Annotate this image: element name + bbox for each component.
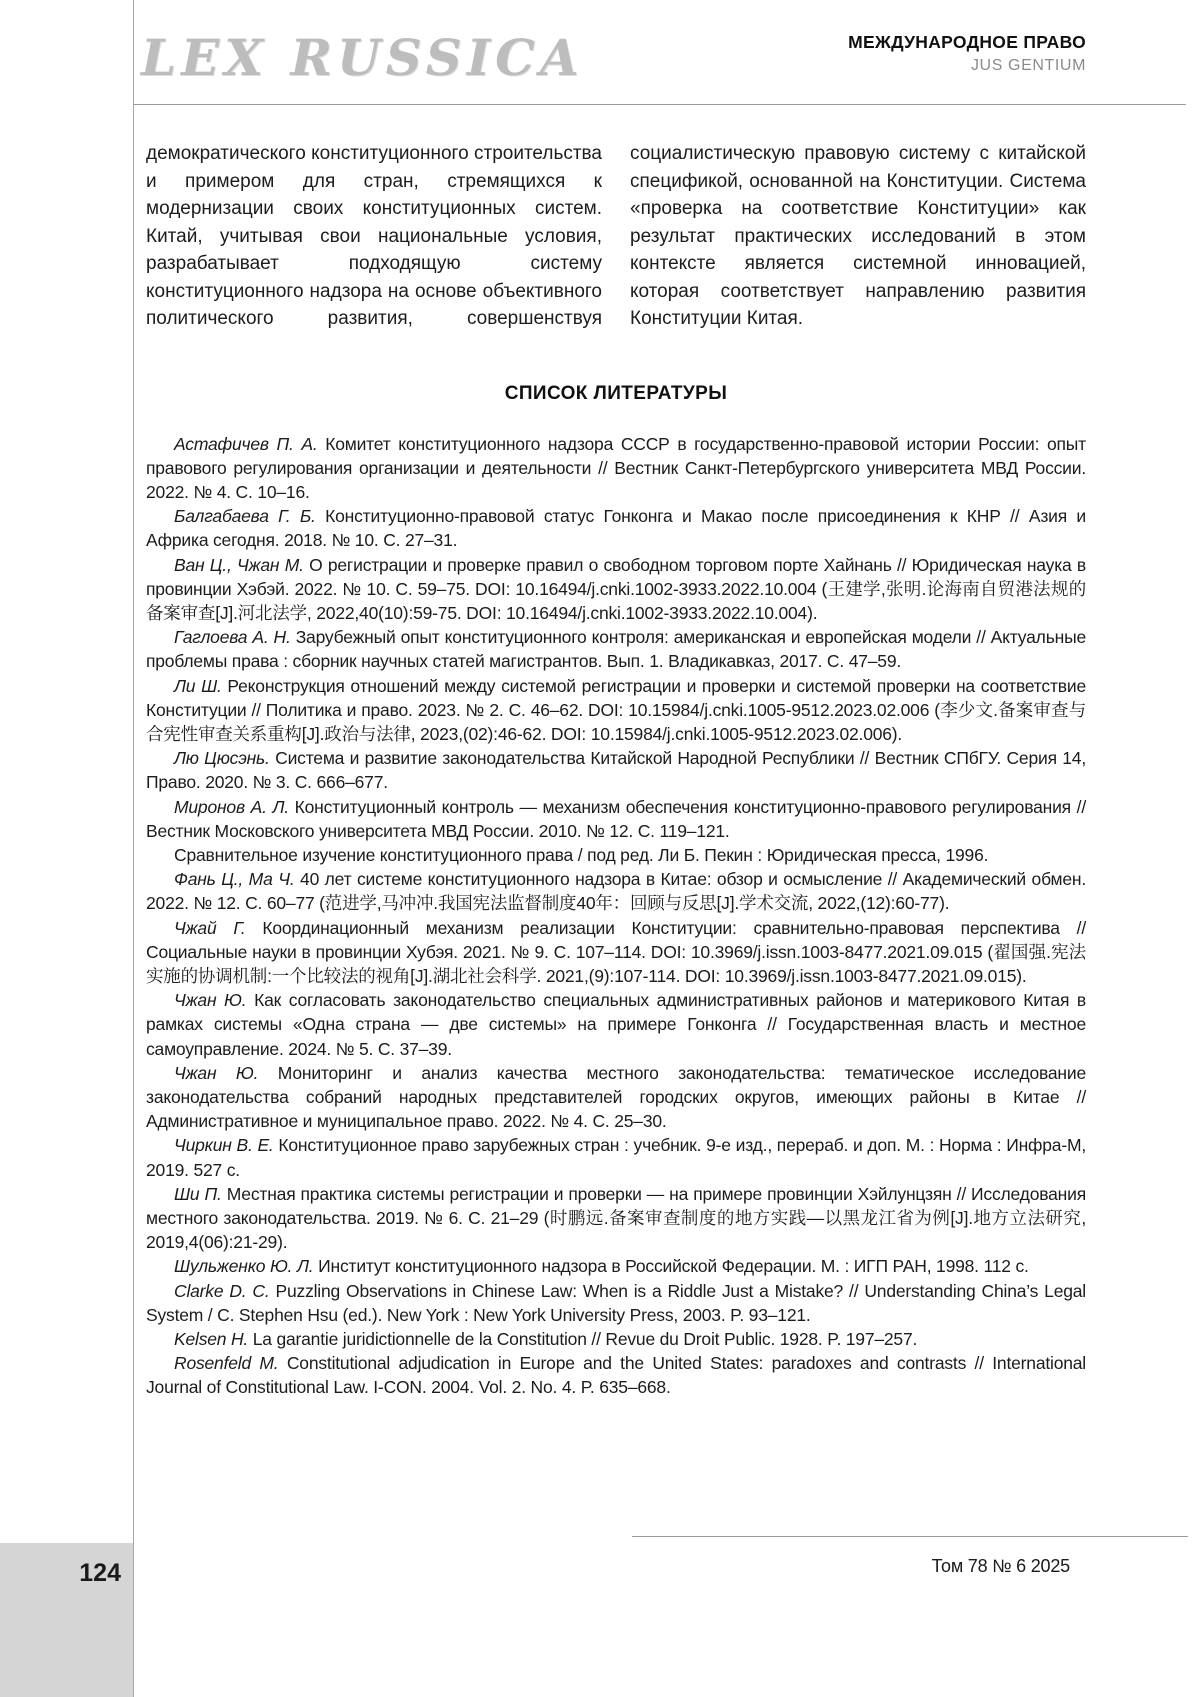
bib-entry-text: Конституционно-правовой статус Гонконга и Макао после присоединения к КНР // Азия и Африка сегодня. 2018. № 10. С. 27–31. <box>146 506 1086 551</box>
bib-entry <box>146 795 1086 843</box>
bib-entry <box>146 1182 1086 1255</box>
bib-entry <box>146 553 1086 626</box>
page-content <box>146 140 1086 1400</box>
bib-entry <box>146 1061 1086 1134</box>
bib-entry <box>146 1327 1086 1351</box>
bib-entry-text: 40 лет системе конституционного надзора в Китае: обзор и осмысление // Академический обмен. 2022. № 12. С. 60–77 (范进学,马冲冲.我国宪法监督制度40年：回顾与反思[J].学术交流, 2022,(12):60-77). <box>146 869 1086 914</box>
bib-entry-author: Чжан Ю. <box>174 990 255 1011</box>
bib-entry <box>146 867 1086 915</box>
intro-two-column-text: демократического конституционного строительства и примером для стран, стремящихся к модернизации своих конституционных систем. Китай, учитывая свои национальные условия, разрабатывает подходящую систему конституционного надзора на основе объективного политического развития, совершенствуя социалистическую правовую систему с китайской спецификой, основанной на Конституции. Система «проверка на соответствие Конституции» как результат практических исследований в этом контексте является системной инновацией, которая соответствует направлению развития Конституции Китая. <box>146 143 1086 329</box>
bib-entry <box>146 1351 1086 1399</box>
bib-entry-author: Фань Ц., Ма Ч. <box>174 869 301 890</box>
bib-entry <box>146 1133 1086 1181</box>
bib-entry-text: Конституционное право зарубежных стран : учебник. 9-е изд., перераб. и доп. М. : Норма : Инфра-М, 2019. 527 с. <box>146 1135 1086 1180</box>
bib-entry <box>146 625 1086 673</box>
page-header <box>133 0 1186 105</box>
bib-entry <box>146 1279 1086 1327</box>
bib-entry-text: О регистрации и проверке правил о свободном торговом порте Хайнань // Юридическая наука в провинции Хэбэй. 2022. № 10. С. 59–75. DOI: 10.16494/j.cnki.1002-3933.2022.10.004 (王建学,张明.论海南自贸港法规的备案审查[J].河北法学, 2022,40(10):59-75. DOI: 10.16494/j.cnki.1002-3933.2022.10.004). <box>146 554 1087 623</box>
bib-entry-author: Миронов А. Л. <box>174 796 295 817</box>
bib-entry <box>146 843 1086 867</box>
bib-entry-author: Чжан Ю. <box>174 1062 278 1083</box>
left-margin-rule <box>133 0 134 1697</box>
bib-entry-text: Реконструкция отношений между системой регистрации и проверки и системой проверки на соответствие Конституции // Политика и право. 2023. № 2. С. 46–62. DOI: 10.15984/j.cnki.1005-9512.2023.02.006 (李少文.备案审查与合宪性审查关系重构[J].政治与法律, 2023,(02):46-62. DOI: 10.15984/j.cnki.1005-9512.2023.02.006). <box>146 675 1086 744</box>
bib-entry <box>146 916 1086 989</box>
bibliography-list <box>146 432 1086 1400</box>
bib-entry-text: Комитет конституционного надзора СССР в государственно-правовой истории России: опыт правового регулирования организации и деятельности // Вестник Санкт-Петербургского университета МВД России. 2022. № 4. С. 10–16. <box>146 433 1086 502</box>
bib-entry-text: Puzzling Observations in Chinese Law: When is a Riddle Just a Mistake? // Understanding China’s Legal System / C. Stephen Hsu (ed.). New York : New York University Press, 2003. P. 93–121. <box>146 1280 1086 1325</box>
section-subtitle: JUS GENTIUM <box>970 57 1086 74</box>
bib-entry <box>146 988 1086 1061</box>
bib-entry-text: Мониторинг и анализ качества местного законодательства: тематическое исследование законодательства собраний народных представителей городских округов, имеющих районы в Китае // Административное и муниципальное право. 2022. № 4. С. 25–30. <box>146 1062 1086 1132</box>
bib-entry <box>146 1254 1086 1278</box>
page-number-band <box>0 1543 133 1697</box>
bib-entry-author: Чжай Г. <box>174 917 263 938</box>
section-title: МЕЖДУНАРОДНОЕ ПРАВО <box>848 32 1086 52</box>
bibliography-heading: СПИСОК ЛИТЕРАТУРЫ <box>504 382 728 404</box>
bib-entry-author: Ши П. <box>174 1183 227 1204</box>
bib-entry <box>146 432 1086 505</box>
page-number: 124 <box>79 1559 121 1587</box>
bib-entry-text: Конституционный контроль — механизм обеспечения конституционно-правового регулирования // Вестник Московского университета МВД России. 2010. № 12. С. 119–121. <box>146 796 1087 841</box>
bib-entry-text: Координационный механизм реализации Конституции: сравнительно-правовая перспектива // Социальные науки в провинции Хубэя. 2021. № 9. С. 107–114. DOI: 10.3969/j.issn.1003-8477.2021.09.015 (翟国强.宪法实施的协调机制:一个比较法的视角[J].湖北社会科学. 2021,(9):107-114. DOI: 10.3969/j.issn.1003-8477.2021.09.015). <box>146 917 1086 986</box>
bib-entry-text: Сравнительное изучение конституционного права / под ред. Ли Б. Пекин : Юридическая пресса, 1996. <box>174 844 989 865</box>
bib-entry <box>146 674 1086 747</box>
bib-entry-text: La garantie juridictionnelle de la Constitution // Revue du Droit Public. 1928. P. 197–257. <box>252 1329 918 1350</box>
bib-entry-author: Rosenfeld M. <box>174 1353 287 1374</box>
bib-entry-author: Ли Ш. <box>174 675 228 696</box>
bib-entry-author: Балгабаева Г. Б. <box>174 506 326 527</box>
bib-entry-author: Астафичев П. А. <box>174 433 326 454</box>
bib-entry-text: Constitutional adjudication in Europe and the United States: paradoxes and contrasts // International Journal of Constitutional Law. I-CON. 2004. Vol. 2. No. 4. P. 635–668. <box>146 1353 1086 1398</box>
journal-logo: LEX RUSSICA <box>141 28 584 87</box>
bib-entry-text: Как согласовать законодательство специальных административных районов и материкового Китая в рамках системы «Одна страна — две системы» на примере Гонконга // Государственная власть и местное самоуправление. 2024. № 5. С. 37–39. <box>146 990 1086 1059</box>
bib-entry-text: Институт конституционного надзора в Российской Федерации. М. : ИГП РАН, 1998. 112 с. <box>318 1256 1029 1277</box>
bib-entry-author: Kelsen H. <box>174 1329 253 1350</box>
bib-entry-author: Чиркин В. Е. <box>174 1135 279 1156</box>
bib-entry <box>146 504 1086 552</box>
bib-entry-text: Зарубежный опыт конституционного контроля: американская и европейская модели // Актуальные проблемы права : сборник научных статей магистрантов. Вып. 1. Владикавказ, 2017. С. 47–59. <box>146 627 1086 672</box>
bib-entry-author: Clarke D. C. <box>174 1280 276 1301</box>
bib-entry-text: Система и развитие законодательства Китайской Народной Республики // Вестник СПбГУ. Серия 14, Право. 2020. № 3. С. 666–677. <box>146 748 1086 793</box>
volume-info: Том 78 № 6 2025 <box>931 1556 1070 1576</box>
bib-entry-text: Местная практика системы регистрации и проверки — на примере провинции Хэйлунцзян // Исследования местного законодательства. 2019. № 6. С. 21–29 (时鹏远.备案审查制度的地方实践—以黑龙江省为例[J].地方立法研究, 2019,4(06):21-29). <box>146 1183 1086 1253</box>
bib-entry-author: Гаглоева А. Н. <box>174 627 296 648</box>
bib-entry <box>146 746 1086 794</box>
footer-rule <box>632 1536 1188 1537</box>
header-section-block <box>848 32 1086 75</box>
bib-entry-author: Ван Ц., Чжан М. <box>174 554 310 575</box>
bib-entry-author: Лю Цюсэнь. <box>174 748 276 769</box>
bib-entry-author: Шульженко Ю. Л. <box>174 1256 319 1277</box>
